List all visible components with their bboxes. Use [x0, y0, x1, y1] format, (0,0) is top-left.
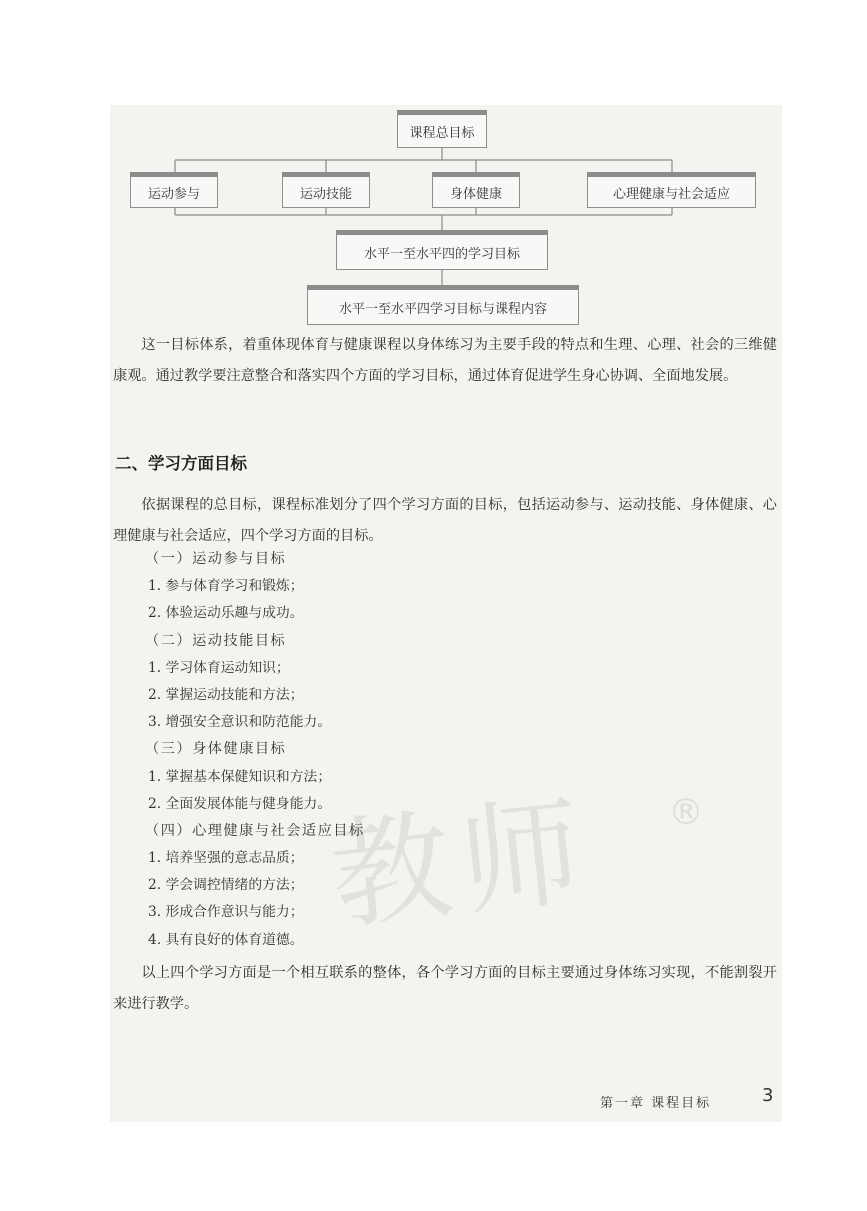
diagram-aspect-box: [130, 172, 218, 208]
diagram-content-box: [307, 285, 579, 325]
closing-paragraph: 以上四个学习方面是一个相互联系的整体，各个学习方面的目标主要通过身体练习实现，不能割裂开来进行教学。: [113, 965, 777, 1012]
diagram-connectors: [0, 0, 867, 330]
goal-item: 1. 培养坚强的意志品质；: [148, 850, 304, 867]
goals-list: [145, 546, 745, 954]
goal-group: [145, 818, 745, 954]
intro-paragraph: 这一目标体系，着重体现体育与健康课程以身体练习为主要手段的特点和生理、心理、社会的三维健康观。通过教学要注意整合和落实四个方面的学习目标，通过体育促进学生身心协调、全面地发展。: [113, 337, 777, 384]
watermark-registered-mark: ®: [668, 792, 704, 833]
goal-group: [145, 628, 745, 737]
diagram-levels-label: 水平一至水平四的学习目标: [363, 246, 520, 262]
diagram-root-box: [397, 110, 487, 148]
goal-item: 1. 参与体育学习和锻炼；: [148, 578, 304, 595]
diagram-aspect-box: [282, 172, 370, 208]
goal-item: 1. 学习体育运动知识；: [148, 659, 290, 676]
diagram-aspect-label: 身体健康: [449, 186, 502, 202]
goal-subheading: （三）身体健康目标: [145, 741, 287, 758]
goal-item: 3. 形成合作意识与能力；: [148, 904, 304, 921]
goal-item: 2. 体验运动乐趣与成功。: [148, 605, 304, 622]
goal-item: 3. 增强安全意识和防范能力。: [148, 714, 332, 731]
goal-group: [145, 546, 745, 628]
diagram-aspect-box: [587, 172, 756, 208]
page-number: 3: [762, 1085, 774, 1106]
section-intro-paragraph: 依据课程的总目标，课程标准划分了四个学习方面的目标，包括运动参与、运动技能、身体健康、心理健康与社会适应，四个学习方面的目标。: [113, 497, 777, 544]
diagram-aspect-label: 运动参与: [147, 186, 200, 202]
goal-subheading: （四）心理健康与社会适应目标: [145, 822, 365, 839]
footer-chapter-title: 第一章 课程目标: [600, 1096, 712, 1111]
goal-subheading: （二）运动技能目标: [145, 632, 287, 649]
section-heading: 二、学习方面目标: [115, 454, 247, 473]
goal-group: [145, 736, 745, 818]
diagram-aspect-label: 心理健康与社会适应: [612, 186, 730, 202]
diagram-root-label: 课程总目标: [409, 125, 475, 141]
goal-subheading: （一）运动参与目标: [145, 551, 287, 567]
diagram-aspect-label: 运动技能: [299, 186, 352, 202]
diagram-content-label: 水平一至水平四学习目标与课程内容: [338, 301, 547, 317]
goal-item: 2. 全面发展体能与健身能力。: [148, 795, 332, 812]
goal-item: 4. 具有良好的体育道德。: [148, 931, 304, 948]
goal-item: 1. 掌握基本保健知识和方法；: [148, 768, 332, 785]
goal-item: 2. 学会调控情绪的方法；: [148, 877, 304, 894]
diagram-levels-box: [336, 230, 548, 270]
goal-item: 2. 掌握运动技能和方法；: [148, 686, 304, 703]
diagram-aspect-box: [432, 172, 520, 208]
